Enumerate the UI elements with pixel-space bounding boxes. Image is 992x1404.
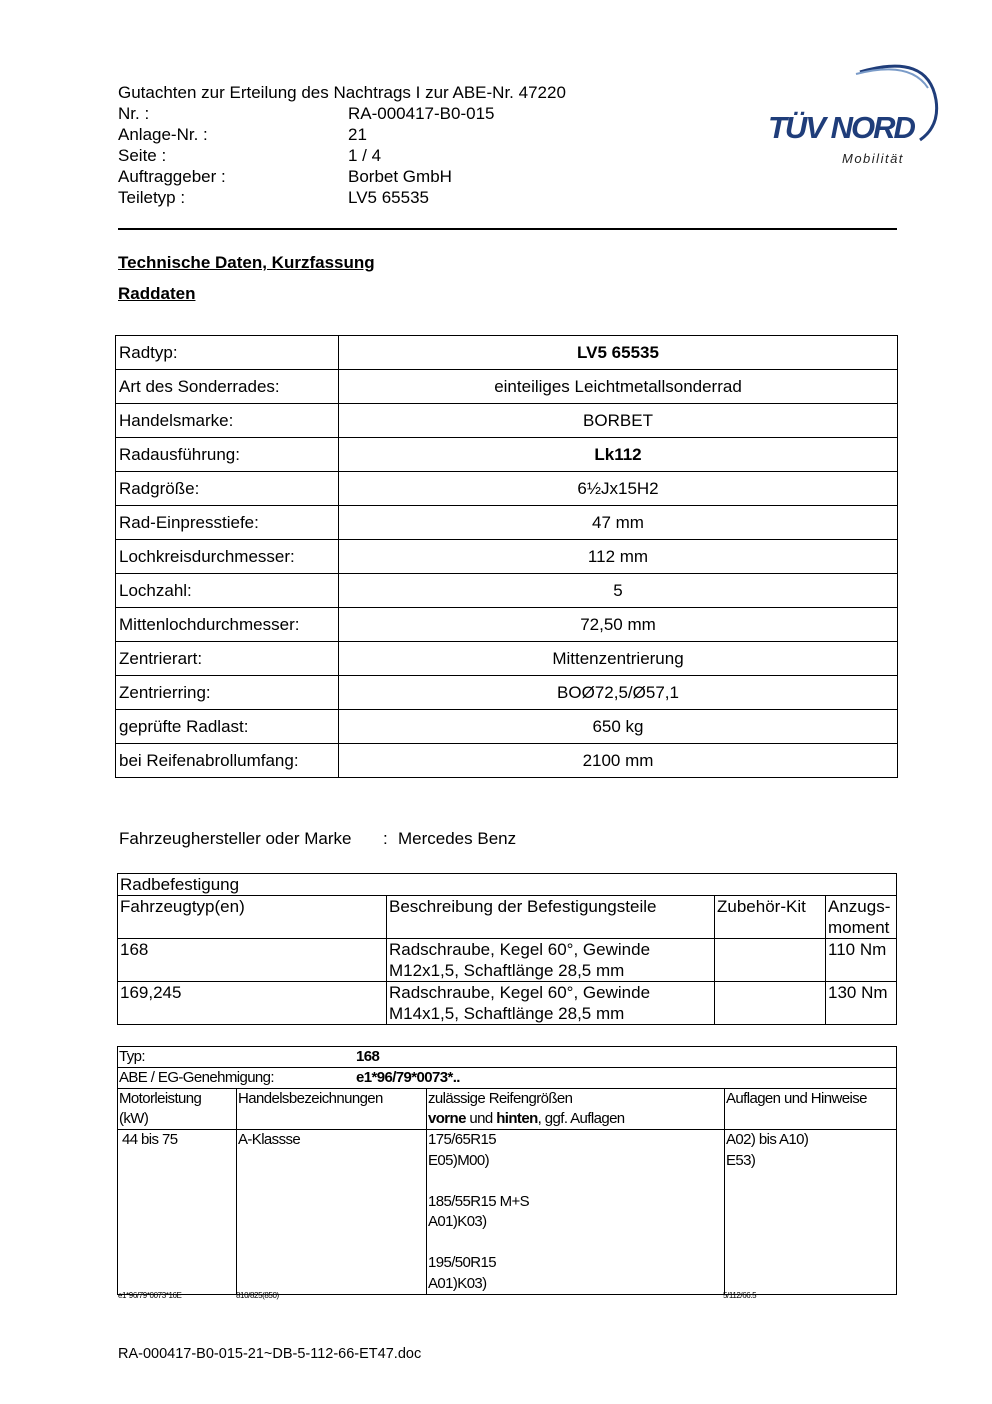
rad-value: LV5 65535 [339,336,898,370]
typ-table [117,1046,897,1295]
cell-anzugsmoment: 110 Nm [826,939,897,982]
tyre-line: A01)K03) [428,1274,487,1292]
rad-label: Art des Sonderrades: [116,370,339,404]
raddaten-table [115,335,898,778]
header-line: Anzugs- [828,897,891,916]
table-row [116,472,898,506]
column-header-beschreibung: Beschreibung der Befestigungsteile [387,896,715,939]
header-divider [118,228,897,230]
table-row [116,336,898,370]
rad-value: 112 mm [339,540,898,574]
small-note-right: 5/112/66.5 [723,1291,757,1300]
table-header-row [118,1089,897,1130]
rad-label: Handelsmarke: [116,404,339,438]
tyre-line [428,1233,723,1254]
column-header-fahrzeugtyp: Fahrzeugtyp(en) [118,896,387,939]
header-label-seite: Seite : [118,146,167,165]
rad-label: Zentrierart: [116,642,339,676]
small-note-left: e1*96/79*0073*16E [118,1291,182,1300]
column-header-zubehoer-kit: Zubehör-Kit [715,896,826,939]
auflage-line: A02) bis A10) [726,1131,809,1148]
tyre-line [428,1171,723,1192]
tyre-line: 185/55R15 M+S [428,1192,530,1210]
cell-handelsbezeichnung: A-Klassse [237,1130,427,1295]
header-line: (kW) [119,1110,149,1127]
table-row [116,608,898,642]
section-raddaten: Raddaten [118,284,196,303]
rad-value: 650 kg [339,710,898,744]
header-line: Motorleistung [119,1090,202,1107]
tyre-line: A01)K03) [428,1213,487,1230]
header-value-seite: 1 / 4 [348,146,382,165]
cell-motorleistung: 44 bis 75 [118,1130,237,1295]
header-line: zulässige Reifengrößen [428,1090,573,1107]
maker-separator: : [383,829,388,848]
table-row [118,939,897,982]
cell-reifengroessen [427,1130,725,1295]
cell-fahrzeugtyp: 169,245 [118,982,387,1025]
rad-label: Mittenlochdurchmesser: [116,608,339,642]
rad-value: 2100 mm [339,744,898,778]
radbefestigung-title: Radbefestigung [118,874,897,896]
footer-filename: RA-000417-B0-015-21~DB-5-112-66-ET47.doc [118,1346,422,1362]
tyre-line: 175/65R15 [428,1131,496,1148]
cell-line: M14x1,5, Schaftlänge 28,5 mm [389,1004,625,1023]
table-row [116,676,898,710]
header-label-anlage: Anlage-Nr. : [118,125,208,144]
column-header-motorleistung [118,1089,237,1130]
logo-brand: TÜV NORD [768,110,914,145]
table-row [116,506,898,540]
small-note-mid: 810/825(850) [236,1291,279,1300]
header-value-teiletyp: LV5 65535 [348,188,429,207]
abe-label: ABE / EG-Genehmigung: [119,1069,274,1086]
rad-value: 5 [339,574,898,608]
header-value-auftraggeber: Borbet GmbH [348,167,452,186]
table-row [116,710,898,744]
table-row [118,1130,897,1295]
cell-line: Radschraube, Kegel 60°, Gewinde [389,983,651,1002]
column-header-anzugsmoment [826,896,897,939]
column-header-reifengroessen [427,1089,725,1130]
rad-label: Lochkreisdurchmesser: [116,540,339,574]
table-row [116,404,898,438]
rad-label: Radtyp: [116,336,339,370]
cell-auflagen [725,1130,897,1295]
rad-value: 72,50 mm [339,608,898,642]
radbefestigung-table [117,873,897,1025]
cell-fahrzeugtyp: 168 [118,939,387,982]
logo-subtitle: Mobilität [842,151,904,166]
column-header-handelsbezeichnungen: Handelsbezeichnungen [237,1089,427,1130]
header-line [428,1109,723,1129]
rad-label: Rad-Einpresstiefe: [116,506,339,540]
table-row [116,642,898,676]
header-value-nr: RA-000417-B0-015 [348,104,495,123]
rad-value: 6½Jx15H2 [339,472,898,506]
table-row [118,1068,897,1089]
cell-line: Radschraube, Kegel 60°, Gewinde [389,940,651,959]
typ-value: 168 [356,1048,380,1065]
header-label-auftraggeber: Auftraggeber : [118,167,226,186]
rad-value: Lk112 [339,438,898,472]
column-header-auflagen: Auflagen und Hinweise [725,1089,897,1130]
tuev-nord-logo [760,58,945,173]
cell-anzugsmoment: 130 Nm [826,982,897,1025]
rad-label: geprüfte Radlast: [116,710,339,744]
header-bold-vorne: vorne [428,1110,466,1127]
header-text: und [465,1110,497,1127]
table-row [118,874,897,896]
header-value-anlage: 21 [348,125,367,144]
rad-label: Lochzahl: [116,574,339,608]
auflage-line: E53) [726,1151,756,1169]
typ-row [118,1047,897,1068]
rad-value: Mittenzentrierung [339,642,898,676]
maker-value: Mercedes Benz [398,829,517,848]
cell-beschreibung [387,939,715,982]
cell-line: M12x1,5, Schaftlänge 28,5 mm [389,961,625,980]
rad-label: Radgröße: [116,472,339,506]
header-label-teiletyp: Teiletyp : [118,188,186,207]
rad-label: Zentrierring: [116,676,339,710]
table-row [116,574,898,608]
table-row [116,370,898,404]
header-bold-hinten: hinten [496,1110,538,1127]
typ-label: Typ: [119,1048,145,1065]
tyre-line: 195/50R15 [428,1254,496,1271]
table-row [116,540,898,574]
rad-label: bei Reifenabrollumfang: [116,744,339,778]
cell-beschreibung [387,982,715,1025]
header-line: moment [828,918,890,937]
rad-value: einteiliges Leichtmetallsonderrad [339,370,898,404]
rad-value: 47 mm [339,506,898,540]
cell-zubehoer-kit [715,982,826,1025]
rad-value: BORBET [339,404,898,438]
table-row [116,744,898,778]
table-row [116,438,898,472]
table-row [118,982,897,1025]
table-header-row [118,896,897,939]
rad-value: BOØ72,5/Ø57,1 [339,676,898,710]
table-row [118,1047,897,1068]
abe-value: e1*96/79*0073*.. [356,1069,460,1086]
tyre-line: E05)M00) [428,1151,490,1169]
cell-zubehoer-kit [715,939,826,982]
section-technische-daten: Technische Daten, Kurzfassung [118,253,375,272]
rad-label: Radausführung: [116,438,339,472]
maker-label: Fahrzeughersteller oder Marke [119,829,352,848]
abe-row [118,1068,897,1089]
header-text: , ggf. Auflagen [537,1110,625,1127]
header-label-nr: Nr. : [118,104,150,123]
document-title: Gutachten zur Erteilung des Nachtrags I zur ABE-Nr. 47220 [118,83,566,102]
